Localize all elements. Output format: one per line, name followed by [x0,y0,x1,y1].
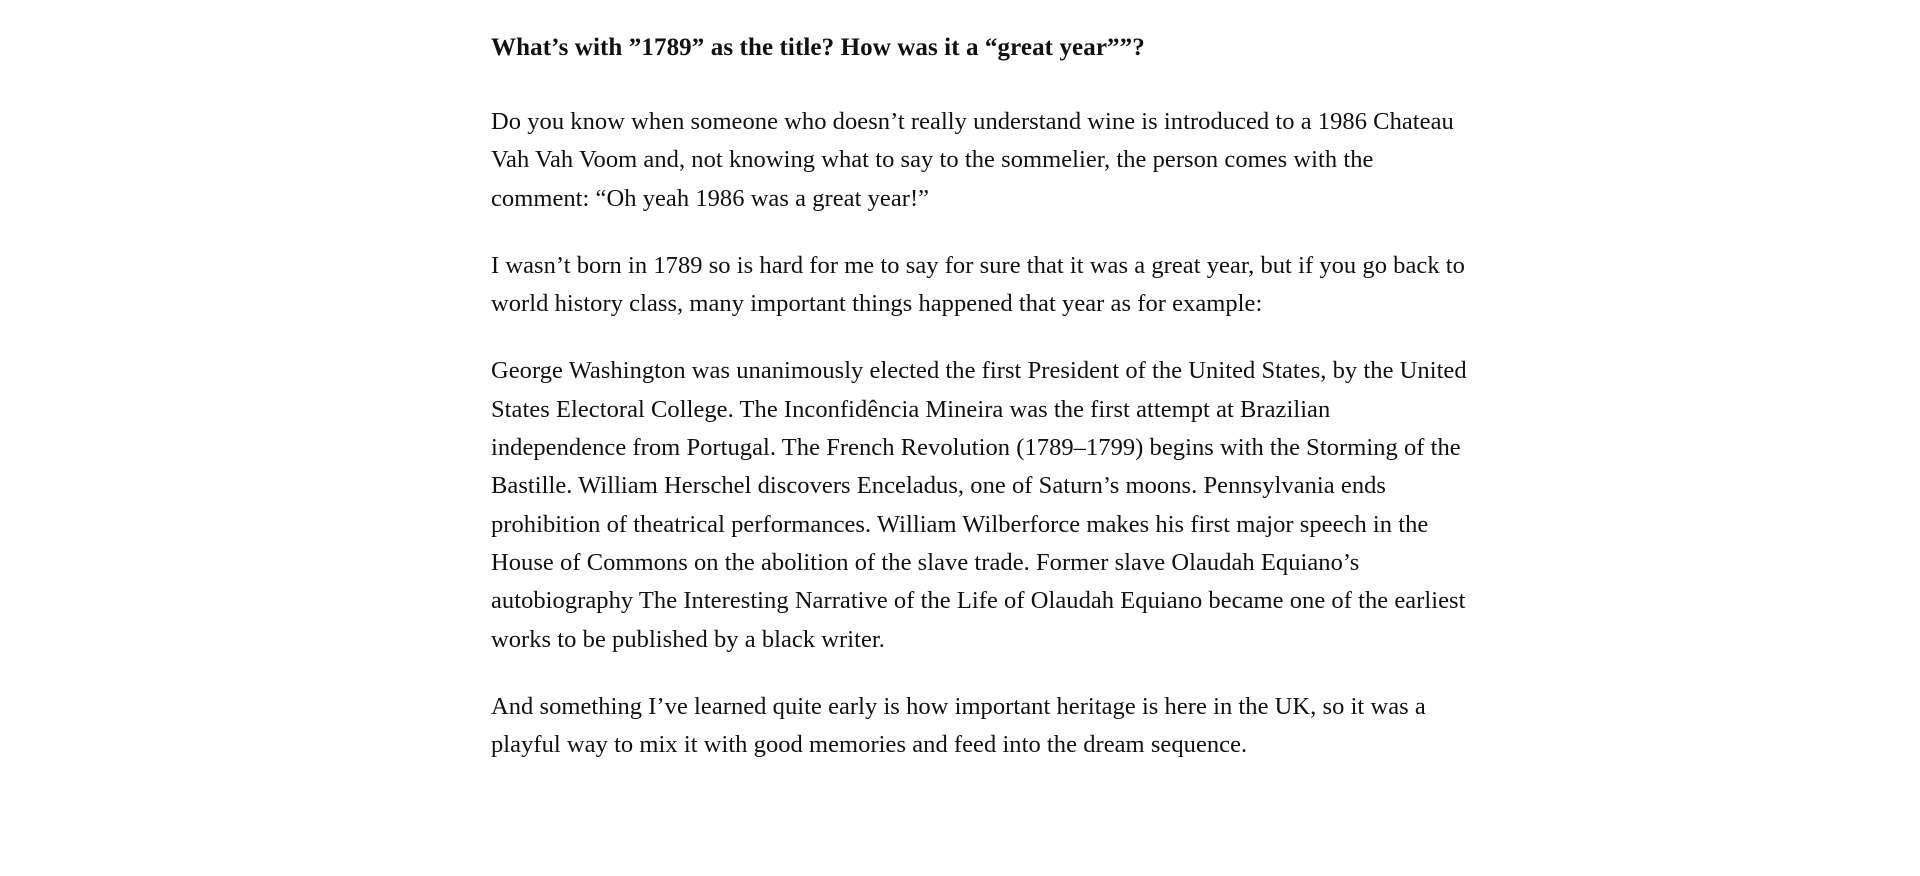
section-heading: What’s with ”1789” as the title? How was it a “great year””? [491,34,1145,61]
article-body [491,22,1471,764]
paragraph-1789-events: George Washington was unanimously elected the first President of the United States, by the United States Electoral College. The Inconfidência Mineira was the first attempt at Brazilian independence from Portugal. The French Revolution (1789–1799) begins with the Storming of the Bastille. William Herschel discovers Enceladus, one of Saturn’s moons. Pennsylvania ends prohibition of theatrical performances. William Wilberforce makes his first major speech in the House of Commons on the abolition of the slave trade. Former slave Olaudah Equiano’s autobiography The Interesting Narrative of the Life of Olaudah Equiano became one of the earliest works to be published by a black writer. [491,357,1467,653]
paragraph-heritage: And something I’ve learned quite early is how important heritage is here in the UK, so it was a playful way to mix it with good memories and feed into the dream sequence. [491,692,1426,759]
paragraph-wine-anecdote: Do you know when someone who doesn’t really understand wine is introduced to a 1986 Chateau Vah Vah Voom and, not knowing what to say to the sommelier, the person comes with the comment: “Oh yeah 1986 was a great year!” [491,108,1454,212]
paragraph-1789-intro: I wasn’t born in 1789 so is hard for me to say for sure that it was a great year, but if you go back to world history class, many important things happened that year as for example: [491,251,1465,318]
